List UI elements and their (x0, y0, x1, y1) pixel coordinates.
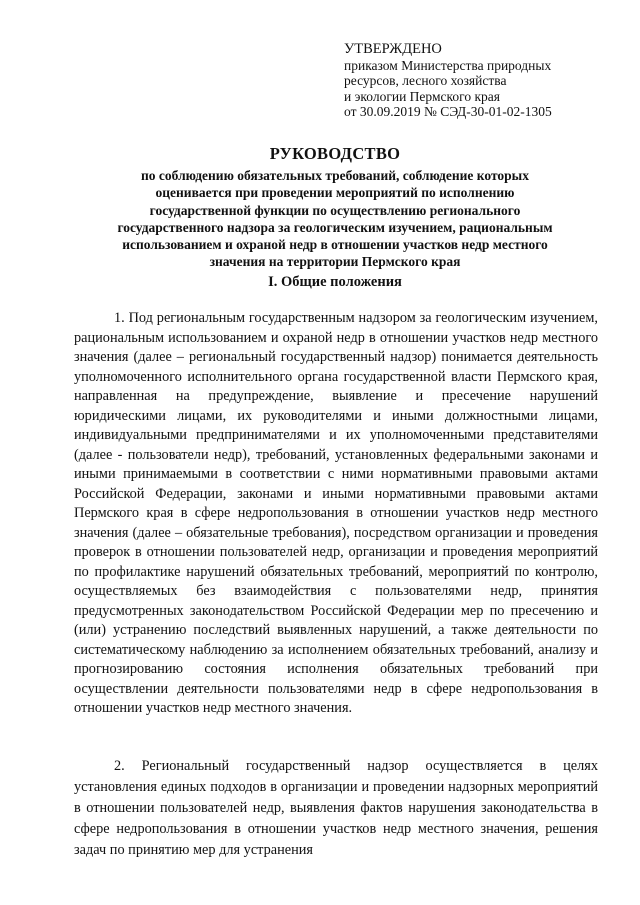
subtitle-line: государственного надзора за геологическим изучением, рациональным (117, 219, 553, 235)
subtitle-line: оценивается при проведении мероприятий по исполнению (155, 185, 515, 201)
document-title-block (70, 144, 600, 271)
subtitle-line: использованием и охраной недр в отношении участков недр местного (122, 237, 548, 253)
approval-heading: УТВЕРЖДЕНО (344, 41, 442, 57)
approval-line: ресурсов, лесного хозяйства (344, 73, 507, 88)
approval-line: и экологии Пермского края (344, 88, 500, 104)
document-title: РУКОВОДСТВО (269, 144, 401, 163)
approval-stamp-block (344, 42, 552, 120)
paragraph-1: 1. Под региональным государственным надзором за геологическим изучением, рациональным использованием и охраной недр в отношении участков недр местного значения (далее – региональный государственный надзор) понимается деятельность уполномоченного исполнительного органа государственной власти Пермского края, направленная на предупреждение, выявление и пресечение нарушений юридическими лицами, их руководителями и иными должностными лицами, индивидуальными предпринимателями и их уполномоченными представителями (далее - пользователи недр), требований, установленных федеральными законами и иными принимаемыми в соответствии с ними нормативными правовыми актами Российской Федерации, законами и иными нормативными правовыми актами Пермского края в сфере недропользования в отношении участков недр местного значения (далее – обязательные требования), посредством организации и проведения проверок в отношении пользователей недр, организации и проведения мероприятий по профилактике нарушений обязательных требований, мероприятий по контролю, осуществляемых без взаимодействия с пользователями недр, принятия предусмотренных законодательством Российской Федерации мер по пресечению и (или) устранению последствий выявленных нарушений, а также деятельности по систематическому наблюдению за исполнением обязательных требований, анализу и прогнозированию состояния исполнения обязательных требований при осуществлении деятельности пользователями недр в сфере недропользования в отношении участков недр местного значения. (74, 310, 598, 717)
subtitle-line: государственной функции по осуществлению регионального (149, 202, 521, 218)
document-subtitle (70, 167, 600, 271)
paragraph-2: 2. Региональный государственный надзор осуществляется в целях установления единых подходов в организации и проведении надзорных мероприятий в отношении пользователей недр, выявления фактов нарушения законодательства в сфере недропользования в отношении участков недр местного значения, решения задач по принятию мер для устранения (74, 758, 598, 859)
subtitle-line: по соблюдению обязательных требований, соблюдение которых (141, 168, 529, 183)
section-heading: I. Общие положения (268, 274, 402, 290)
subtitle-line: значения на территории Пермского края (209, 254, 461, 270)
approval-order-number: от 30.09.2019 № СЭД-30-01-02-1305 (344, 104, 552, 119)
approval-line: приказом Министерства природных (344, 57, 552, 73)
